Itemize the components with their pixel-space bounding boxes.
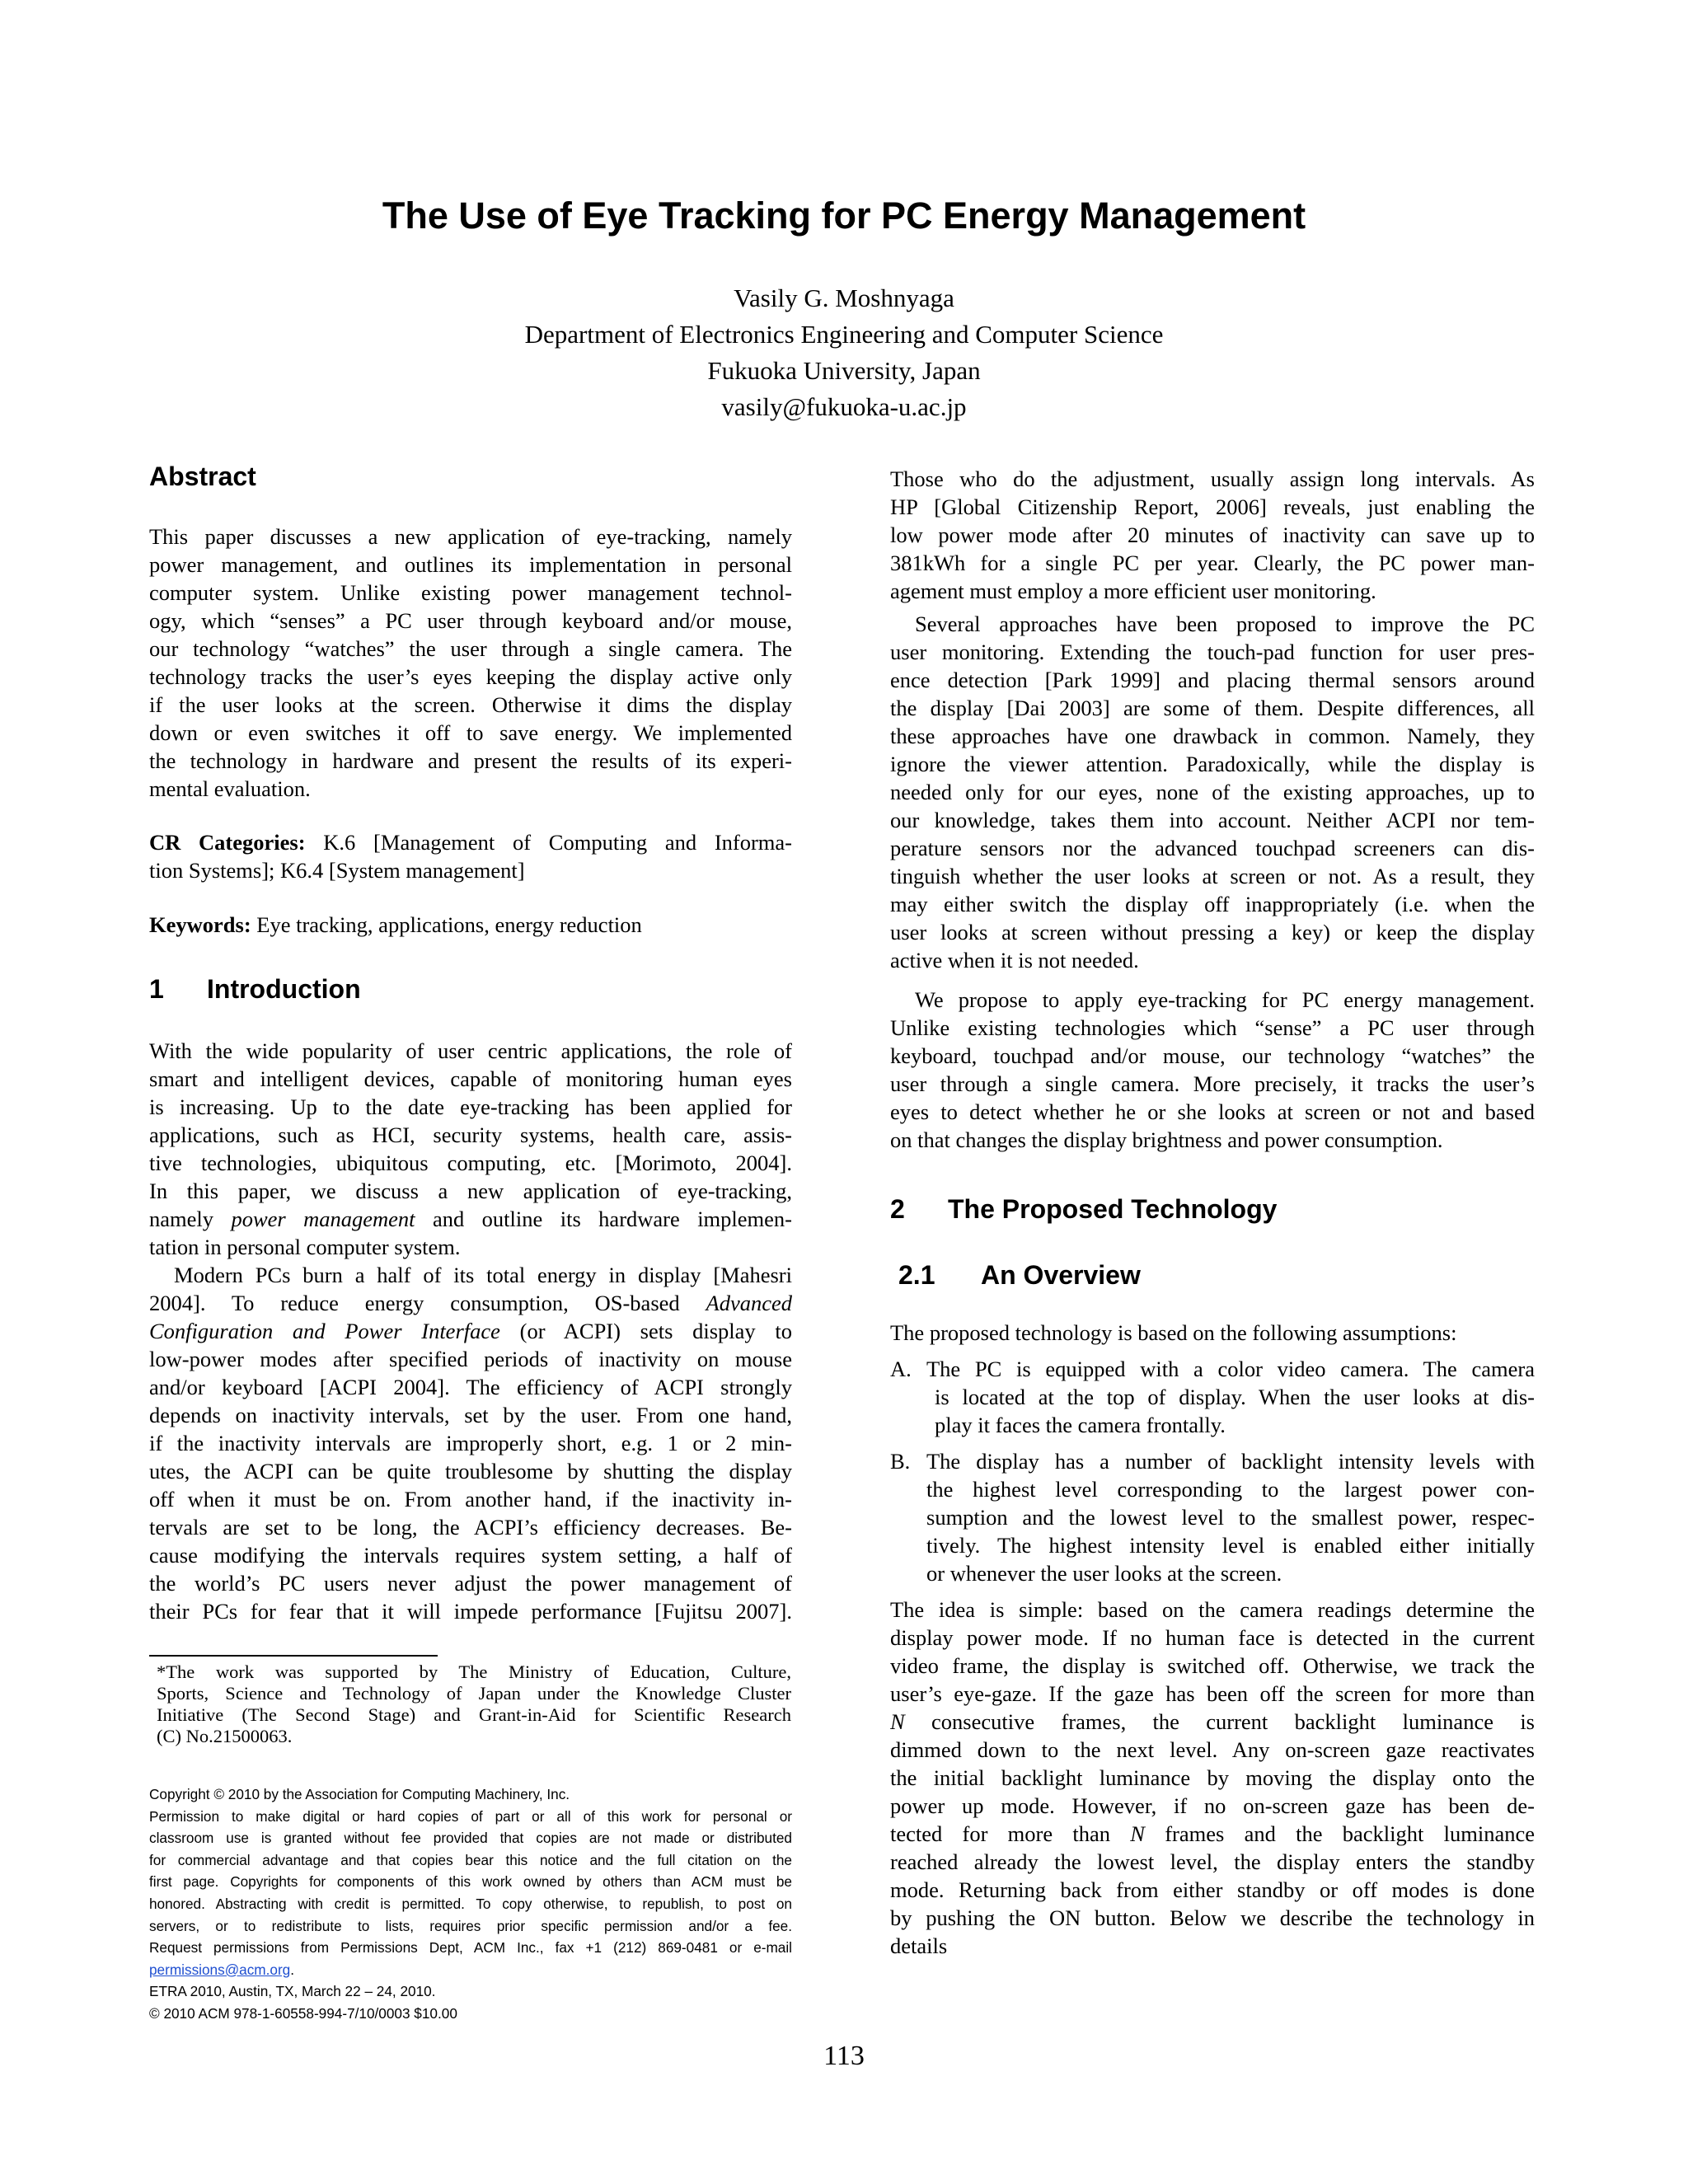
text-line: namely power management and outline its hardware implemen- — [149, 1207, 792, 1231]
copyright-line: Request permissions from Permissions Dept, ACM Inc., fax +1 (212) 869-0481 or e-mail — [149, 1939, 792, 1957]
text-line: the display [Dai 2003] are some of them. Despite differences, all — [890, 696, 1535, 720]
author-department: Department of Electronics Engineering and Computer Science — [524, 320, 1164, 349]
cr-categories — [149, 828, 792, 884]
abstract-line: computer system. Unlike existing power management technol- — [149, 580, 792, 605]
text-line: these approaches have one drawback in common. Namely, they — [890, 724, 1535, 748]
paper-title: The Use of Eye Tracking for PC Energy Management — [382, 194, 1306, 237]
text-line: their PCs for fear that it will impede performance [Fujitsu 2007]. — [149, 1599, 792, 1624]
section-title: The Proposed Technology — [948, 1194, 1278, 1224]
text-line: applications, such as HCI, security systems, health care, assis- — [149, 1122, 792, 1147]
right-paragraph-3 — [890, 986, 1535, 1154]
text-line: ignore the viewer attention. Paradoxically, while the display is — [890, 752, 1535, 776]
abstract-heading: Abstract — [149, 462, 256, 491]
copyright-line: Copyright © 2010 by the Association for Computing Machinery, Inc. — [149, 1786, 570, 1802]
text-line: the highest level corresponding to the largest power con- — [926, 1477, 1535, 1502]
copyright-line: honored. Abstracting with credit is permitted. To copy otherwise, to republish, to post on — [149, 1895, 792, 1912]
footnote-line: Initiative (The Second Stage) and Grant-in-Aid for Scientific Research — [157, 1704, 791, 1725]
text-line: is increasing. Up to the date eye-tracking has been applied for — [149, 1094, 792, 1119]
text-line: low-power modes after specified periods of inactivity on mouse — [149, 1347, 792, 1371]
text-line: ence detection [Park 1999] and placing thermal sensors around — [890, 668, 1535, 692]
text-line: Unlike existing technologies which “sense” a PC user through — [890, 1015, 1535, 1040]
footnote-line: (C) No.21500063. — [157, 1726, 293, 1746]
copyright-line: servers, or to redistribute to lists, requires prior specific permission and/or a fee. — [149, 1917, 792, 1934]
text-line: the world’s PC users never adjust the power management of — [149, 1571, 792, 1596]
text-line: Modern PCs burn a half of its total energy in display [Mahesri — [174, 1263, 792, 1287]
section-number: 1 — [149, 974, 164, 1004]
text-line: sumption and the lowest level to the smallest power, respec- — [926, 1505, 1535, 1530]
cr-categories-text: tion Systems]; K6.4 [System management] — [149, 858, 525, 883]
text-line: dimmed down to the next level. Any on-screen gaze reactivates — [890, 1737, 1535, 1762]
text-line: utes, the ACPI can be quite troublesome by shutting the display — [149, 1459, 792, 1483]
section-number: 2.1 — [898, 1260, 935, 1290]
section-heading-introduction — [149, 972, 361, 1005]
text-line: tive technologies, ubiquitous computing, etc. [Morimoto, 2004]. — [149, 1151, 792, 1175]
copyright-line: for commercial advantage and that copies bear this notice and the full citation on the — [149, 1851, 792, 1868]
abstract-line: the technology in hardware and present the results of its experi- — [149, 748, 792, 773]
text-line: cause modifying the intervals requires system setting, a half of — [149, 1543, 792, 1568]
text-line: 381kWh for a single PC per year. Clearly, the PC power man- — [890, 551, 1535, 575]
text-line: video frame, the display is switched off. Otherwise, we track the — [890, 1653, 1535, 1678]
keywords — [149, 911, 792, 939]
text-line: eyes to detect whether he or she looks at screen or not and based — [890, 1099, 1535, 1124]
text-line: active when it is not needed. — [890, 948, 1139, 972]
text-line: mode. Returning back from either standby or off modes is done — [890, 1877, 1535, 1902]
abstract-line: This paper discusses a new application of eye-tracking, namely — [149, 524, 792, 549]
isbn-line: © 2010 ACM 978-1-60558-994-7/10/0003 $10.00 — [149, 2004, 457, 2022]
text-line: keyboard, touchpad and/or mouse, our technology “watches” the — [890, 1043, 1535, 1068]
subsection-heading-overview — [898, 1258, 1141, 1291]
abstract-line: power management, and outlines its implementation in personal — [149, 552, 792, 577]
author-name: Vasily G. Moshnyaga — [734, 284, 954, 312]
text-line: The PC is equipped with a color video camera. The camera — [926, 1357, 1535, 1381]
text-line: With the wide popularity of user centric applications, the role of — [149, 1038, 792, 1063]
keywords-label: Keywords: — [149, 912, 251, 937]
text-line: our knowledge, takes them into account. Neither ACPI nor tem- — [890, 808, 1535, 832]
text-line: or whenever the user looks at the screen. — [926, 1561, 1282, 1586]
text-line: depends on inactivity intervals, set by the user. From one hand, — [149, 1403, 792, 1427]
author-block — [0, 280, 1688, 425]
text-line: agement must employ a more efficient user monitoring. — [890, 579, 1376, 603]
text-line: tively. The highest intensity level is enabled either initially — [926, 1533, 1535, 1558]
cr-categories-label: CR Categories: — [149, 830, 306, 855]
author-university: Fukuoka University, Japan — [707, 356, 981, 385]
section-title: An Overview — [981, 1260, 1141, 1290]
text-line: tected for more than N frames and the backlight luminance — [890, 1821, 1535, 1846]
intro-paragraph-2 — [149, 1261, 792, 1625]
keywords-text: Eye tracking, applications, energy reduction — [256, 912, 642, 937]
abstract-line: down or even switches it off to save energy. We implemented — [149, 720, 792, 745]
list-label: A. — [890, 1357, 912, 1381]
text-line: details — [890, 1933, 948, 1958]
text-line: user through a single camera. More precisely, it tracks the user’s — [890, 1071, 1535, 1096]
text-line: on that changes the display brightness and power consumption. — [890, 1127, 1443, 1152]
author-email: vasily@fukuoka-u.ac.jp — [721, 392, 967, 421]
idea-paragraph — [890, 1596, 1535, 1960]
text-line: In this paper, we discuss a new application of eye-tracking, — [149, 1179, 792, 1203]
text-line: user monitoring. Extending the touch-pad function for user pres- — [890, 640, 1535, 664]
text-line: may either switch the display off inappropriately (i.e. when the — [890, 892, 1535, 916]
text-line: by pushing the ON button. Below we describe the technology in — [890, 1905, 1535, 1930]
text-line: The proposed technology is based on the following assumptions: — [890, 1320, 1457, 1345]
text-line: low power mode after 20 minutes of inactivity can save up to — [890, 523, 1535, 547]
copyright-line: Permission to make digital or hard copies of part or all of this work for personal or — [149, 1807, 792, 1825]
intro-paragraph-1 — [149, 1037, 792, 1261]
conference-line: ETRA 2010, Austin, TX, March 22 – 24, 2010. — [149, 1983, 436, 2000]
footnote-line: Sports, Science and Technology of Japan under the Knowledge Cluster — [157, 1683, 791, 1704]
footnote-divider — [149, 1655, 438, 1657]
text-line: 2004]. To reduce energy consumption, OS-based Advanced — [149, 1291, 792, 1315]
right-paragraph-1 — [890, 465, 1535, 605]
text-line: user looks at screen without pressing a key) or keep the display — [890, 920, 1535, 944]
text-line: display power mode. If no human face is detected in the current — [890, 1625, 1535, 1650]
cr-categories-text: K.6 [Management of Computing and Informa- — [323, 830, 792, 855]
text-line: perature sensors nor the advanced touchpad screeners can dis- — [890, 836, 1535, 860]
text-line: the initial backlight luminance by moving the display onto the — [890, 1765, 1535, 1790]
text-line: Configuration and Power Interface (or ACPI) sets display to — [149, 1319, 792, 1343]
copyright-line: classroom use is granted without fee provided that copies are not made or distributed — [149, 1830, 792, 1847]
abstract-line: technology tracks the user’s eyes keeping the display active only — [149, 664, 792, 689]
text-line: play it faces the camera frontally. — [935, 1413, 1226, 1437]
text-line: Those who do the adjustment, usually assign long intervals. As — [890, 466, 1535, 491]
text-line: is located at the top of display. When the user looks at dis- — [935, 1385, 1535, 1409]
text-line: tation in personal computer system. — [149, 1235, 461, 1259]
section-number: 2 — [890, 1194, 905, 1224]
text-line: if the inactivity intervals are improperly short, e.g. 1 or 2 min- — [149, 1431, 792, 1455]
text-line: reached already the lowest level, the display enters the standby — [890, 1849, 1535, 1874]
text-line: tinguish whether the user looks at screen or not. As a result, they — [890, 864, 1535, 888]
abstract-line: our technology “watches” the user through a single camera. The — [149, 636, 792, 661]
text-line: N consecutive frames, the current backlight luminance is — [890, 1709, 1535, 1734]
footnote — [157, 1661, 791, 1747]
text-line: The idea is simple: based on the camera readings determine the — [890, 1597, 1535, 1622]
right-paragraph-2 — [890, 610, 1535, 974]
text-line: We propose to apply eye-tracking for PC energy management. — [915, 987, 1535, 1012]
text-line: HP [Global Citizenship Report, 2006] reveals, just enabling the — [890, 494, 1535, 519]
copyright-notice: Copyright © 2010 by the Association for Computing Machinery, Inc. Permission to make digital or hard copies of part or all of this work for personal or classroom use is granted without fee provided that copies are not made or distributed for commercial advantage and that copies bear this notice and the full citation on the first page. Copyrights for components of this work owned by others than ACM must be honored. Abstracting with credit is permitted. To copy otherwise, to republish, to post on servers, or to redistribute to lists, requires prior specific permission and/or a fee. Request permissions from Permissions Dept, ACM Inc., fax +1 (212) 869-0481 or e-mail permissions@acm.org. ETRA 2010, Austin, TX, March 22 – 24, 2010. © 2010 ACM 978-1-60558-994-7/10/0003 $10.00 — [149, 1783, 792, 2025]
text-line: tervals are set to be long, the ACPI’s efficiency decreases. Be- — [149, 1515, 792, 1540]
copyright-line: first page. Copyrights for components of this work owned by others than ACM must be — [149, 1873, 792, 1891]
section-heading-proposed-technology — [890, 1193, 1277, 1226]
overview-intro — [890, 1319, 1535, 1347]
text-line: and/or keyboard [ACPI 2004]. The efficiency of ACPI strongly — [149, 1375, 792, 1399]
permissions-email-link[interactable]: permissions@acm.org — [149, 1961, 291, 1978]
page-number: 113 — [823, 2041, 865, 2071]
text-line: user’s eye-gaze. If the gaze has been off the screen for more than — [890, 1681, 1535, 1706]
text-line: smart and intelligent devices, capable of monitoring human eyes — [149, 1066, 792, 1091]
abstract-line: if the user looks at the screen. Otherwise it dims the display — [149, 692, 792, 717]
text-line: needed only for our eyes, none of the existing approaches, up to — [890, 780, 1535, 804]
section-title: Introduction — [207, 974, 361, 1004]
text-line: Several approaches have been proposed to improve the PC — [915, 612, 1535, 636]
text-line: power up mode. However, if no on-screen gaze has been de- — [890, 1793, 1535, 1818]
text-line: off when it must be on. From another hand, if the inactivity in- — [149, 1487, 792, 1511]
footnote-line: *The work was supported by The Ministry of Education, Culture, — [157, 1661, 791, 1682]
abstract-line: mental evaluation. — [149, 776, 311, 801]
abstract-body — [149, 523, 792, 803]
abstract-line: ogy, which “senses” a PC user through keyboard and/or mouse, — [149, 608, 792, 633]
text-line: The display has a number of backlight intensity levels with — [926, 1449, 1535, 1474]
list-label: B. — [890, 1449, 911, 1474]
